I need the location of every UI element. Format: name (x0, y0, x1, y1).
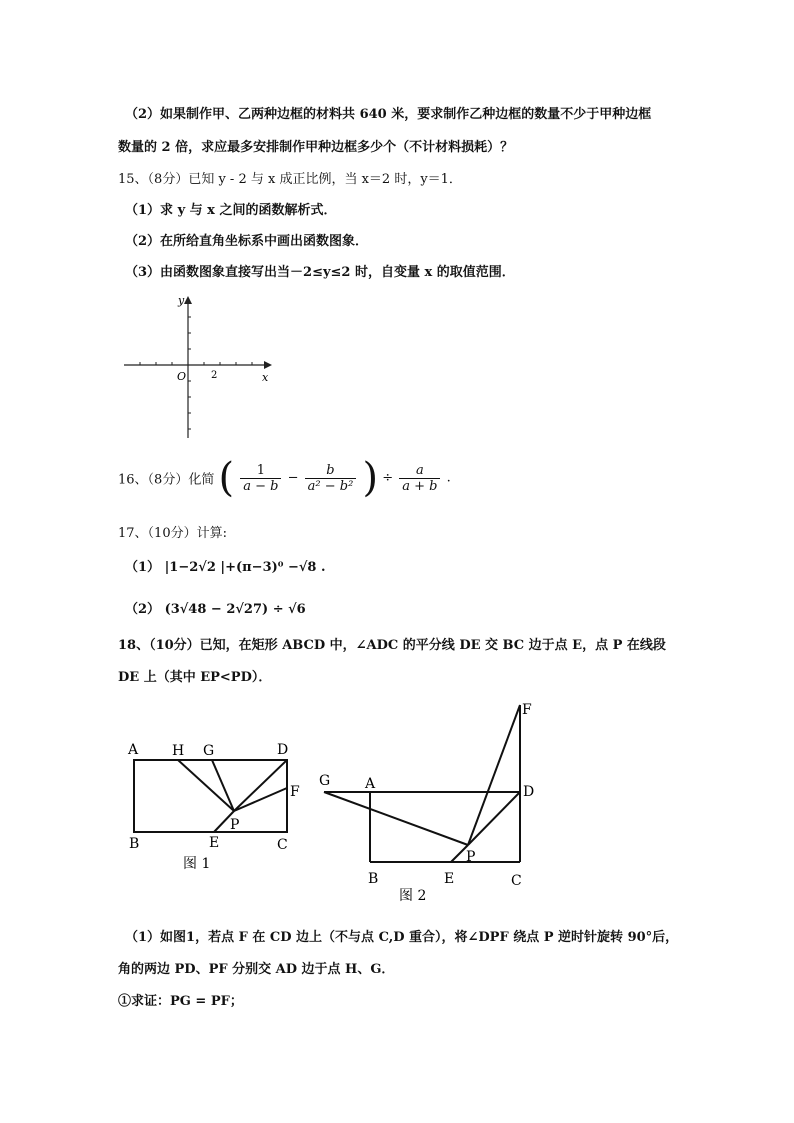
divide-sign: ÷ (382, 470, 394, 486)
fig1-label-E: E (209, 835, 220, 851)
fig2-label-A: A (365, 776, 376, 792)
fig1-caption: 图 1 (183, 856, 211, 872)
q15-stem: 15、（8分）已知 y - 2 与 x 成正比例，当 x＝2 时，y＝1． (118, 172, 462, 187)
fraction-3-numerator: a (399, 463, 440, 479)
fig1-label-D: D (277, 742, 289, 758)
fraction-1-denominator: a − b (243, 478, 279, 494)
q17-part2: （2） (3√48 − 2√27) ÷ √6 (125, 602, 306, 617)
q15-part3: （3）由函数图象直接写出当－2≤y≤2 时，自变量 x 的取值范围． (125, 265, 515, 280)
figure-1 (120, 730, 320, 875)
fig1-label-F: F (290, 784, 300, 800)
fraction-2 (305, 463, 357, 494)
q16-expression (118, 455, 451, 501)
fig1-label-C: C (277, 837, 288, 853)
q18-part1-line1: （1）如图1，若点 F 在 CD 边上（不与点 C,D 重合），将∠DPF 绕点 P 逆时针旋转 90°后， (125, 930, 679, 945)
x-axis-label: x (262, 371, 269, 384)
fig1-label-A: A (128, 742, 139, 758)
q15-coordinate-axes (118, 290, 278, 445)
minus-sign: − (287, 470, 299, 486)
q18-part1-line2: 角的两边 PD、PF 分别交 AD 边于点 H、G． (118, 962, 395, 977)
fraction-1 (240, 463, 281, 494)
fraction-3 (399, 463, 440, 494)
tick-label-2: 2 (211, 370, 218, 381)
fig2-label-F: F (522, 702, 532, 718)
q15-part2: （2）在所给直角坐标系中画出函数图象． (125, 234, 369, 249)
fig2-label-C: C (511, 873, 522, 889)
q17-stem: 17、（10分）计算: (118, 526, 227, 541)
fraction-2-numerator: b (305, 463, 357, 479)
fraction-1-numerator: 1 (240, 463, 281, 479)
q18-part1-sub1: ①求证：PG = PF； (118, 994, 243, 1009)
q16-prefix: 16、（8分）化简 (118, 472, 215, 488)
fig1-label-P: P (230, 817, 240, 833)
fig2-label-P: P (466, 849, 476, 865)
fraction-2-denominator: a² − b² (307, 478, 354, 494)
q16-end: . (446, 470, 451, 486)
origin-label: O (177, 370, 187, 383)
q18-stem-line1: 18、（10分）已知，在矩形 ABCD 中，∠ADC 的平分线 DE 交 BC 边于点 E，点 P 在线段 (118, 638, 666, 653)
fig2-label-G: G (319, 773, 331, 789)
fig1-label-H: H (172, 743, 185, 759)
figure-2 (310, 695, 550, 910)
q14-part2-line1: （2）如果制作甲、乙两种边框的材料共 640 米，要求制作乙种边框的数量不少于甲种边框 (125, 107, 652, 122)
q15-part1: （1）求 y 与 x 之间的函数解析式． (125, 203, 337, 218)
fig1-label-B: B (129, 836, 140, 852)
fig2-label-D: D (523, 784, 535, 800)
q17-part1: （1） |1−2√2 |+(π−3)⁰ −√8 . (125, 560, 326, 575)
fig2-caption: 图 2 (399, 888, 427, 904)
q14-part2-line2: 数量的 2 倍，求应最多安排制作甲种边框多少个（不计材料损耗）？ (118, 140, 514, 155)
q18-stem-line2: DE 上（其中 EP<PD）． (118, 670, 272, 685)
fig2-label-B: B (368, 871, 379, 887)
y-axis-label: y (178, 294, 185, 307)
right-paren: ) (362, 455, 379, 501)
fig2-label-E: E (444, 871, 455, 887)
left-paren: ( (218, 455, 235, 501)
fig1-label-G: G (203, 743, 215, 759)
fraction-3-denominator: a + b (402, 478, 438, 494)
